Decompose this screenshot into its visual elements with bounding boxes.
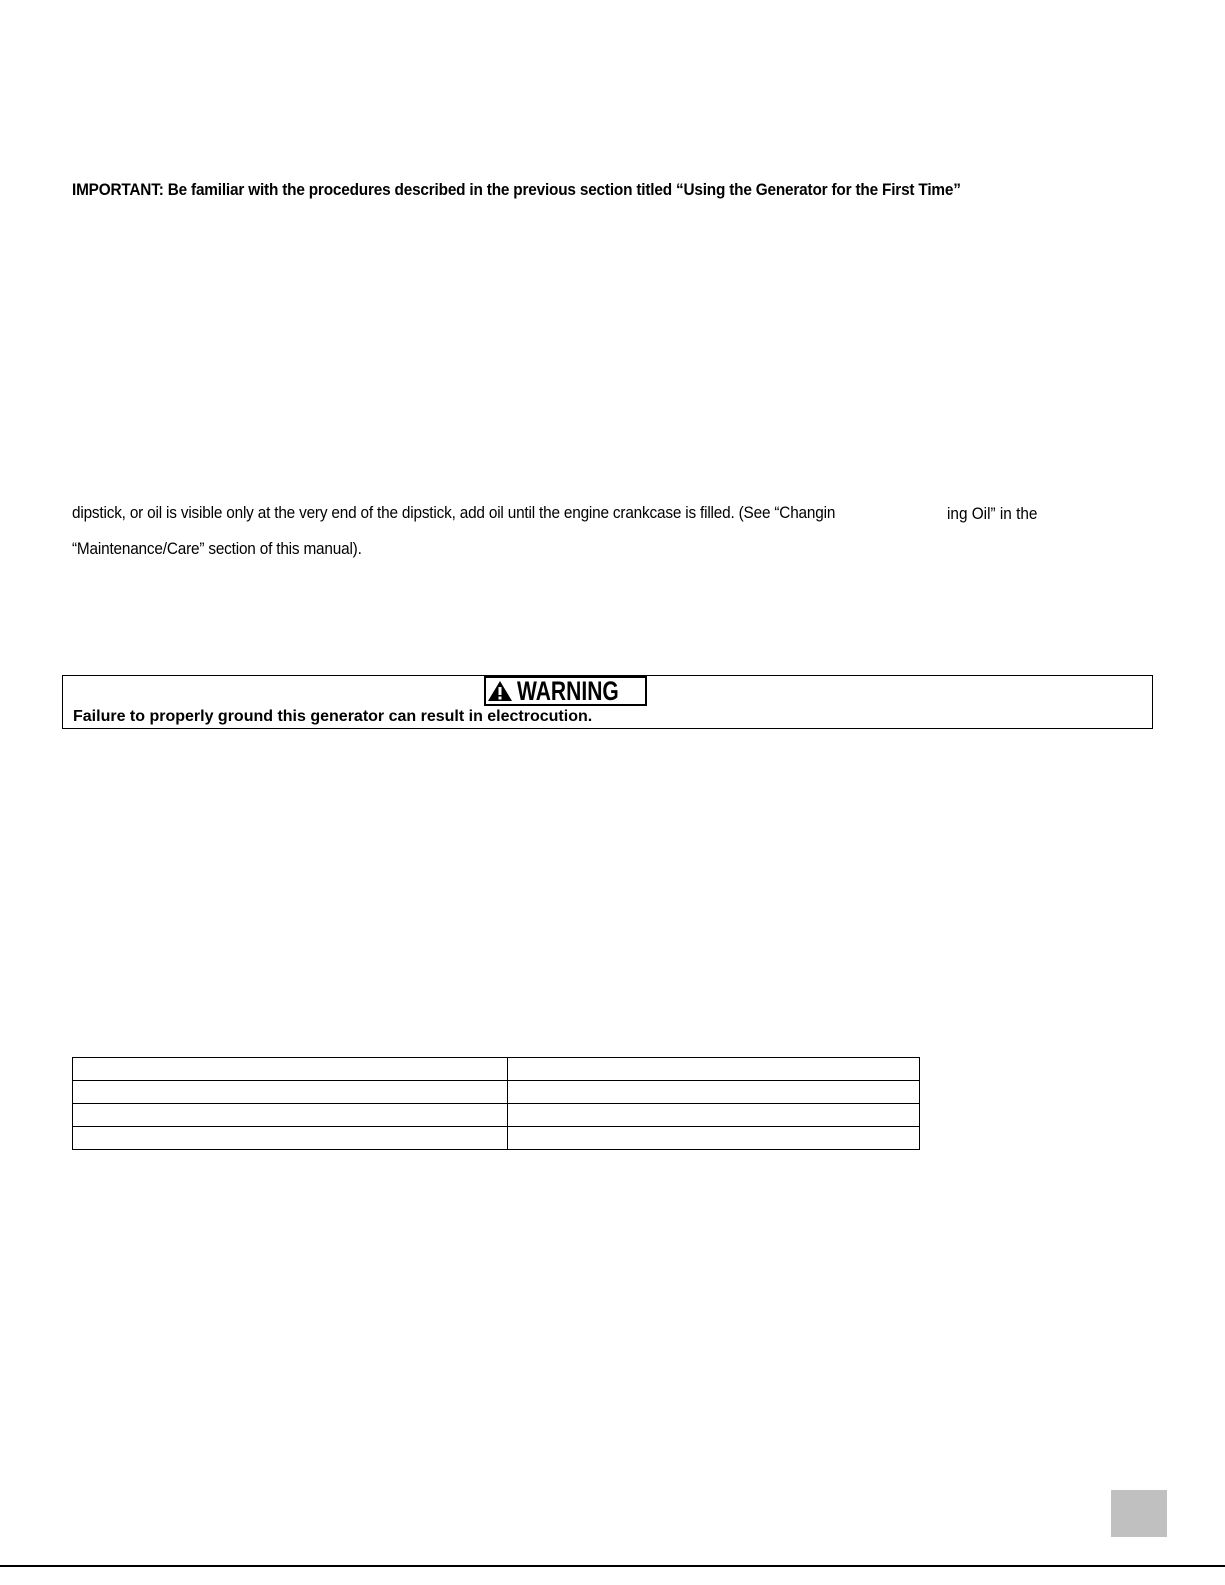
table-cell xyxy=(508,1081,920,1104)
warning-badge xyxy=(484,676,647,706)
table-row xyxy=(73,1127,920,1150)
oil-paragraph-line-1-tail: ing Oil” in the xyxy=(947,505,1038,523)
table-row xyxy=(73,1058,920,1081)
table-cell xyxy=(73,1127,508,1150)
oil-paragraph-line-2: “Maintenance/Care” section of this manual). xyxy=(72,540,362,558)
important-note: IMPORTANT: Be familiar with the procedures described in the previous section titled “Using the Generator for the First Time” xyxy=(72,181,961,199)
table-cell xyxy=(508,1127,920,1150)
table-row xyxy=(73,1104,920,1127)
page-number-badge xyxy=(1111,1490,1167,1537)
warning-triangle-icon xyxy=(487,680,513,702)
spec-table xyxy=(72,1057,920,1150)
warning-box xyxy=(62,675,1153,729)
table-cell xyxy=(508,1058,920,1081)
table-row xyxy=(73,1081,920,1104)
warning-label: WARNING xyxy=(516,676,619,706)
footer-rule xyxy=(0,1565,1225,1567)
warning-message: Failure to properly ground this generator can result in electrocution. xyxy=(73,708,593,725)
oil-paragraph-line-1: dipstick, or oil is visible only at the very end of the dipstick, add oil until the engine crankcase is filled. (See “Changin xyxy=(72,504,836,522)
table-cell xyxy=(73,1058,508,1081)
table-cell xyxy=(508,1104,920,1127)
table-cell xyxy=(73,1104,508,1127)
table-cell xyxy=(73,1081,508,1104)
